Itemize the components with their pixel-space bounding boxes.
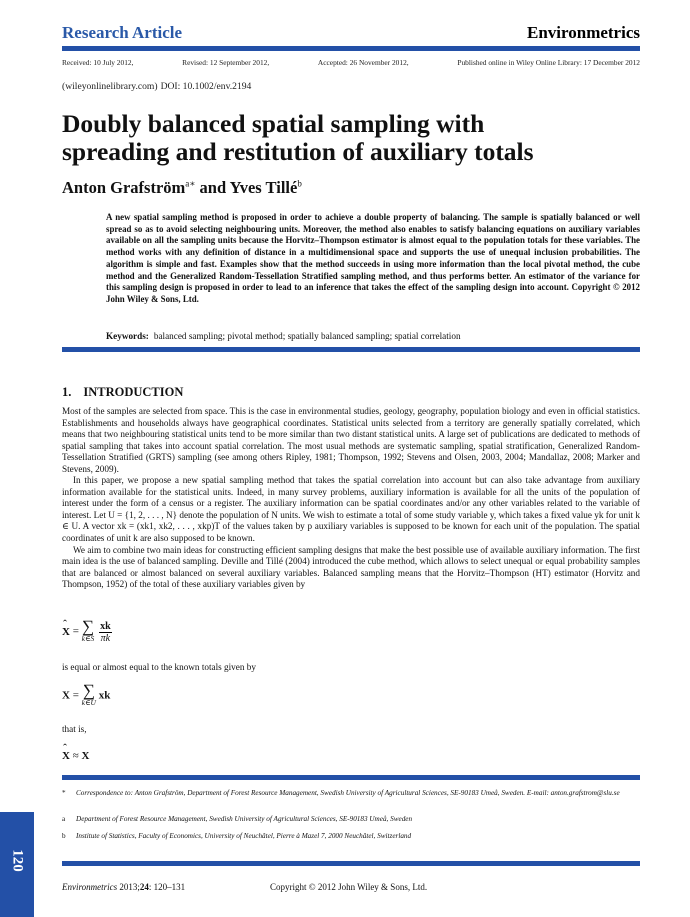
equation-connector-2: that is,: [62, 724, 87, 734]
citation-footer: [62, 882, 185, 892]
footnote-correspondence: [62, 789, 640, 798]
section-number: 1.: [62, 385, 72, 399]
eq3-lhs: ˆ X: [62, 750, 70, 762]
footnote-text-star: Correspondence to: Anton Grafström, Department of Forest Resource Management, Swedish University of Agricultural Sciences, SE-90183 Umeå, Sweden. E-mail: anton.grafstrom@slu.se: [76, 789, 620, 797]
eq3-relation: ≈: [72, 750, 79, 762]
equation-1: [62, 617, 112, 644]
published-date: Published online in Wiley Online Library: 17 December 2012: [457, 58, 640, 67]
paper-title: [62, 110, 642, 166]
eq1-equals: =: [72, 625, 79, 638]
eq1-denominator: πk: [100, 632, 111, 644]
footnote-affiliation-a: [62, 815, 640, 824]
journal-name: Environmetrics: [526, 23, 640, 42]
received-date: Received: 10 July 2012,: [62, 58, 134, 67]
footnote-mark-star: *: [62, 789, 66, 797]
keywords-text: balanced sampling; pivotal method; spatially balanced sampling; spatial correlation: [153, 331, 461, 341]
eq2-term: xk: [98, 689, 111, 702]
accepted-date: Accepted: 26 November 2012,: [317, 58, 409, 67]
footnote-mark-a: a: [62, 815, 66, 823]
eq1-fraction: [99, 621, 112, 644]
eq2-sum-index: k∈U: [81, 698, 96, 707]
author-2: and Yves Tillé: [199, 178, 298, 197]
equation-connector-1: is equal or almost equal to the known totals given by: [62, 662, 256, 672]
footnote-rule: [62, 775, 640, 780]
author-1: Anton Grafström: [62, 178, 186, 197]
intro-text: [62, 406, 640, 591]
abstract: A new spatial sampling method is proposed in order to achieve a double property of balancing. The sample is spatially balanced or well spread so as to avoid selecting neighbouring units. Moreover, the method also enables to satisfy balancing equations on auxiliary variables available on all the sampling units because the Horvitz–Thompson estimator is almost equal to the population totals for these variables. The method works with any definition of distance in a multidimensional space and supports the use of unequal inclusion probabilities. The algorithm is simple and fast. Examples show that the method succeeds in using more information than the local pivotal method, the cube method and the Generalized Random-Tessellation Stratified sampling method, and thus performs better. An estimator of the variance for this sampling design is proposed in order to lead to an inference that takes the effect of the sampling design into account. Copyright © 2012 John Wiley & Sons, Ltd.: [106, 212, 640, 304]
footnote-mark-b: b: [62, 832, 66, 840]
keywords-label: Keywords:: [106, 331, 149, 341]
eq2-lhs: X: [62, 689, 70, 702]
section-title: INTRODUCTION: [83, 385, 184, 399]
eq2-sum-sign: ∑: [82, 681, 95, 700]
footnote-text-a: Department of Forest Resource Management, Swedish University of Agricultural Sciences, SE-90183 Umeå, Sweden: [76, 815, 413, 823]
eq3-rhs: X: [81, 750, 90, 762]
site-link[interactable]: (wileyonlinelibrary.com): [62, 81, 158, 92]
footer-rule: [62, 861, 640, 866]
abstract-rule: [62, 347, 640, 352]
article-type-label: Research Article: [62, 23, 183, 42]
footnote-affiliation-b: [62, 832, 640, 841]
section-heading: [62, 385, 183, 400]
equation-2: [62, 681, 111, 708]
title-line-2: spreading and restitution of auxiliary totals: [62, 137, 534, 166]
eq1-numerator: xk: [100, 620, 111, 632]
footer-copyright: Copyright © 2012 John Wiley & Sons, Ltd.: [270, 882, 428, 892]
footer-pages: : 120–131: [148, 882, 186, 892]
equation-3: [62, 750, 89, 762]
publication-dates: [62, 58, 640, 67]
doi-line: [62, 81, 251, 92]
eq1-sum: [81, 617, 95, 644]
paragraph-3: We aim to combine two main ideas for constructing efficient sampling designs that make the best possible use of available auxiliary information. The first main idea is the use of balanced sampling. Deville and Tillé (2004) introduced the cube method, which allows to select unequal or equal probability samples that are balanced or almost balanced on several auxiliary variables. Balanced sampling means that the Horvitz–Thompson (HT) estimator (Horvitz and Thompson, 1952) of the total of these auxiliary variables given by: [62, 544, 640, 590]
footer-volume: 24: [139, 882, 149, 892]
doi-link[interactable]: DOI: 10.1002/env.2194: [160, 81, 252, 92]
footnote-text-b: Institute of Statistics, Faculty of Economics, University of Neuchâtel, Pierre à Mazel 7, 2000 Neuchâtel, Switzerland: [76, 832, 412, 840]
header-rule: [62, 46, 640, 51]
page-number: 120: [9, 849, 26, 872]
eq2-equals: =: [72, 689, 79, 702]
revised-date: Revised: 12 September 2012,: [182, 58, 270, 67]
author-1-affiliation: a∗: [185, 178, 196, 189]
author-list: [62, 178, 302, 198]
paragraph-1: Most of the samples are selected from space. This is the case in environmental studies, geology, geography, population biology and even in official statistics. Establishments and households always have geographical coordinates. Statistical units selected from a territory are generally spatially correlated, which means that two neighbouring statistical units tend to be more similar than two distant statistical units. A large set of publications are dedicated to methods of spatial sampling that takes into account spatial correlation. The most usual methods are systematic sampling, spatial stratification, Generalized Random-Tessellation Stratified (GRTS) sampling (see among others Ripley, 1981; Thompson, 1992; Stevens and Olsen, 2003, 2004; Mandallaz, 2008; Marker and Stevens, 2009).: [62, 406, 640, 474]
footer-journal: Environmetrics: [62, 882, 118, 892]
footer-year: 2013;: [119, 882, 140, 892]
title-line-1: Doubly balanced spatial sampling with: [62, 109, 485, 138]
author-2-affiliation: b: [297, 178, 302, 189]
eq1-sum-index: k∈S: [81, 634, 95, 643]
eq1-lhs: ˆ X: [62, 626, 70, 638]
eq1-sum-sign: ∑: [81, 617, 95, 636]
keywords: [106, 331, 461, 341]
eq2-sum: [81, 681, 96, 708]
paragraph-2: In this paper, we propose a new spatial sampling method that takes the spatial correlation into account but can also take advantage from auxiliary information available for the statistical units. Indeed, in many survey problems, auxiliary information is available for all the units of the population of interest under the form of a census or a register. The auxiliary information can be spatial coordinates and/or any other variables related to the variable of interest. Let U = {1, 2, . . . , N} denote the population of N units. We wish to estimate a total of some study variable y, which takes a fixed value yk for unit k ∈ U. A vector xk = (xk1, xk2, . . . , xkp)T of the values taken by p auxiliary variables is supposed to be known for each unit of the population. The spatial coordinates of unit k are also supposed to be known.: [62, 475, 640, 544]
